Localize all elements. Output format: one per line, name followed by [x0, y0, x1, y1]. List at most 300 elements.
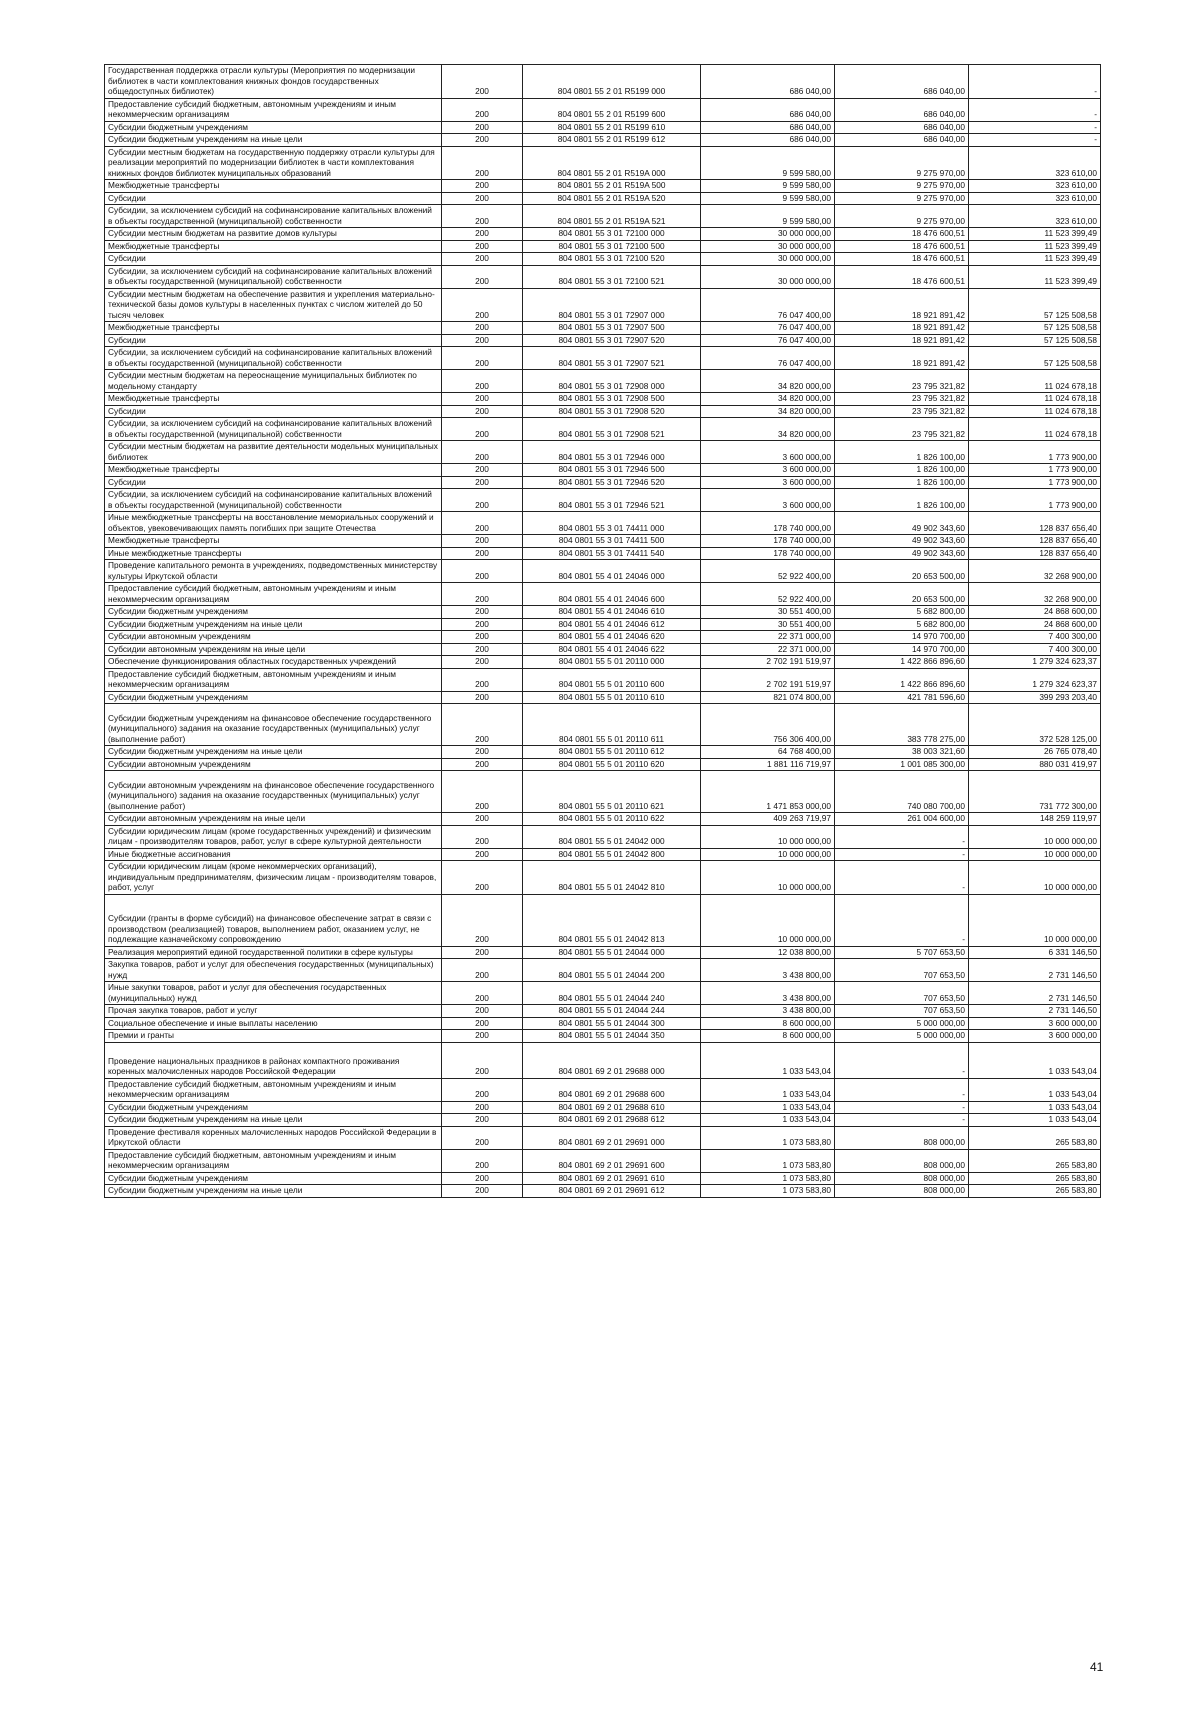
row-name: Проведение капитального ремонта в учреждениях, подведомственных министерству культуры Иркутской области	[105, 560, 442, 583]
table-row	[105, 691, 1101, 704]
row-executed-amount: 808 000,00	[835, 1126, 969, 1149]
row-line-code: 200	[442, 1101, 523, 1114]
row-line-code: 200	[442, 180, 523, 193]
row-budget-classification-code: 804 0801 55 5 01 20110 620	[523, 758, 701, 771]
row-budget-classification-code: 804 0801 55 5 01 20110 622	[523, 813, 701, 826]
row-approved-amount: 76 047 400,00	[701, 334, 835, 347]
row-line-code: 200	[442, 1126, 523, 1149]
row-line-code: 200	[442, 240, 523, 253]
row-line-code: 200	[442, 848, 523, 861]
row-budget-classification-code: 804 0801 55 3 01 72908 521	[523, 418, 701, 441]
table-row	[105, 1185, 1101, 1198]
row-name: Субсидии, за исключением субсидий на софинансирование капитальных вложений в объекты государственной (муниципальной) собственности	[105, 489, 442, 512]
row-budget-classification-code: 804 0801 55 3 01 72908 000	[523, 370, 701, 393]
row-name: Субсидии	[105, 253, 442, 266]
row-executed-amount: 686 040,00	[835, 121, 969, 134]
row-executed-amount: 5 000 000,00	[835, 1030, 969, 1043]
row-executed-amount: 18 921 891,42	[835, 322, 969, 335]
row-unexecuted-amount: 399 293 203,40	[969, 691, 1101, 704]
row-unexecuted-amount: 148 259 119,97	[969, 813, 1101, 826]
row-unexecuted-amount: 7 400 300,00	[969, 631, 1101, 644]
row-approved-amount: 3 438 800,00	[701, 959, 835, 982]
table-row	[105, 746, 1101, 759]
row-line-code: 200	[442, 418, 523, 441]
row-name: Субсидии автономным учреждениям	[105, 758, 442, 771]
row-name: Субсидии местным бюджетам на обеспечение развития и укрепления материально-технической базы домов культуры в населенных пунктах с числом жителей до 50 тысяч человек	[105, 288, 442, 322]
row-name: Обеспечение функционирования областных государственных учреждений	[105, 656, 442, 669]
row-approved-amount: 34 820 000,00	[701, 405, 835, 418]
row-line-code: 200	[442, 813, 523, 826]
row-unexecuted-amount: 10 000 000,00	[969, 825, 1101, 848]
row-approved-amount: 10 000 000,00	[701, 825, 835, 848]
row-line-code: 200	[442, 1172, 523, 1185]
table-row	[105, 1149, 1101, 1172]
row-approved-amount: 9 599 580,00	[701, 146, 835, 180]
row-line-code: 200	[442, 334, 523, 347]
row-executed-amount: 14 970 700,00	[835, 631, 969, 644]
table-row	[105, 288, 1101, 322]
row-unexecuted-amount: 11 024 678,18	[969, 393, 1101, 406]
row-name: Субсидии юридическим лицам (кроме некоммерческих организаций), индивидуальным предпринимателям, физическим лицам - производителям товаров, работ, услуг	[105, 861, 442, 895]
row-executed-amount: 707 653,50	[835, 959, 969, 982]
row-name: Проведение фестиваля коренных малочисленных народов Российской Федерации в Иркутской области	[105, 1126, 442, 1149]
row-name: Социальное обеспечение и иные выплаты населению	[105, 1017, 442, 1030]
row-name: Субсидии бюджетным учреждениям	[105, 691, 442, 704]
row-approved-amount: 52 922 400,00	[701, 583, 835, 606]
row-budget-classification-code: 804 0801 55 3 01 74411 540	[523, 547, 701, 560]
row-executed-amount: 23 795 321,82	[835, 370, 969, 393]
row-name: Субсидии автономным учреждениям на финансовое обеспечение государственного (муниципального) задания на оказание государственных (муниципальных) услуг (выполнение работ)	[105, 771, 442, 813]
row-executed-amount: 686 040,00	[835, 65, 969, 99]
row-unexecuted-amount: 265 583,80	[969, 1172, 1101, 1185]
row-executed-amount: 18 476 600,51	[835, 240, 969, 253]
row-executed-amount: -	[835, 1101, 969, 1114]
row-approved-amount: 3 438 800,00	[701, 982, 835, 1005]
row-name: Межбюджетные трансферты	[105, 180, 442, 193]
row-executed-amount: 1 826 100,00	[835, 489, 969, 512]
row-line-code: 200	[442, 192, 523, 205]
row-budget-classification-code: 804 0801 55 2 01 R5199 000	[523, 65, 701, 99]
row-approved-amount: 76 047 400,00	[701, 288, 835, 322]
row-line-code: 200	[442, 512, 523, 535]
row-executed-amount: 18 476 600,51	[835, 253, 969, 266]
row-budget-classification-code: 804 0801 55 4 01 24046 000	[523, 560, 701, 583]
row-approved-amount: 30 551 400,00	[701, 606, 835, 619]
table-row	[105, 265, 1101, 288]
row-budget-classification-code: 804 0801 55 2 01 R5199 600	[523, 98, 701, 121]
table-row	[105, 704, 1101, 746]
row-approved-amount: 1 073 583,80	[701, 1172, 835, 1185]
table-row	[105, 370, 1101, 393]
row-executed-amount: 5 682 800,00	[835, 618, 969, 631]
row-approved-amount: 9 599 580,00	[701, 205, 835, 228]
table-row	[105, 547, 1101, 560]
row-unexecuted-amount: 10 000 000,00	[969, 861, 1101, 895]
row-line-code: 200	[442, 606, 523, 619]
table-row	[105, 322, 1101, 335]
row-budget-classification-code: 804 0801 55 3 01 72100 000	[523, 228, 701, 241]
row-approved-amount: 178 740 000,00	[701, 547, 835, 560]
row-name: Иные межбюджетные трансферты на восстановление мемориальных сооружений и объектов, увековечивающих память погибших при защите Отечества	[105, 512, 442, 535]
row-executed-amount: 5 000 000,00	[835, 1017, 969, 1030]
table-row	[105, 535, 1101, 548]
row-budget-classification-code: 804 0801 55 2 01 R519A 500	[523, 180, 701, 193]
row-executed-amount: 49 902 343,60	[835, 512, 969, 535]
row-unexecuted-amount: 128 837 656,40	[969, 547, 1101, 560]
row-line-code: 200	[442, 441, 523, 464]
row-name: Субсидии, за исключением субсидий на софинансирование капитальных вложений в объекты государственной (муниципальной) собственности	[105, 265, 442, 288]
row-name: Субсидии, за исключением субсидий на софинансирование капитальных вложений в объекты государственной (муниципальной) собственности	[105, 418, 442, 441]
row-approved-amount: 1 471 853 000,00	[701, 771, 835, 813]
row-name: Межбюджетные трансферты	[105, 464, 442, 477]
row-budget-classification-code: 804 0801 55 3 01 72907 500	[523, 322, 701, 335]
row-name: Субсидии, за исключением субсидий на софинансирование капитальных вложений в объекты государственной (муниципальной) собственности	[105, 205, 442, 228]
row-name: Предоставление субсидий бюджетным, автономным учреждениям и иным некоммерческим организациям	[105, 668, 442, 691]
table-row	[105, 489, 1101, 512]
row-line-code: 200	[442, 631, 523, 644]
row-budget-classification-code: 804 0801 55 5 01 24042 000	[523, 825, 701, 848]
table-row	[105, 959, 1101, 982]
row-unexecuted-amount: 1 033 543,04	[969, 1078, 1101, 1101]
table-row	[105, 848, 1101, 861]
table-row	[105, 512, 1101, 535]
row-unexecuted-amount: 1 773 900,00	[969, 441, 1101, 464]
row-unexecuted-amount: -	[969, 121, 1101, 134]
row-name: Субсидии бюджетным учреждениям на иные цели	[105, 1114, 442, 1127]
row-line-code: 200	[442, 1149, 523, 1172]
row-approved-amount: 10 000 000,00	[701, 894, 835, 946]
row-unexecuted-amount: 1 033 543,04	[969, 1042, 1101, 1078]
row-approved-amount: 686 040,00	[701, 134, 835, 147]
row-executed-amount: 1 826 100,00	[835, 464, 969, 477]
table-row	[105, 121, 1101, 134]
row-unexecuted-amount: 265 583,80	[969, 1149, 1101, 1172]
row-budget-classification-code: 804 0801 55 5 01 24044 000	[523, 946, 701, 959]
row-executed-amount: 49 902 343,60	[835, 535, 969, 548]
table-row	[105, 861, 1101, 895]
row-unexecuted-amount: 265 583,80	[969, 1126, 1101, 1149]
row-unexecuted-amount: 57 125 508,58	[969, 334, 1101, 347]
row-line-code: 200	[442, 758, 523, 771]
table-row	[105, 180, 1101, 193]
row-name: Иные межбюджетные трансферты	[105, 547, 442, 560]
row-budget-classification-code: 804 0801 55 5 01 24044 240	[523, 982, 701, 1005]
row-line-code: 200	[442, 691, 523, 704]
row-line-code: 200	[442, 1005, 523, 1018]
row-budget-classification-code: 804 0801 69 2 01 29691 612	[523, 1185, 701, 1198]
row-name: Субсидии бюджетным учреждениям на финансовое обеспечение государственного (муниципального) задания на оказание государственных (муниципальных) услуг (выполнение работ)	[105, 704, 442, 746]
table-row	[105, 1101, 1101, 1114]
table-row	[105, 946, 1101, 959]
row-line-code: 200	[442, 489, 523, 512]
row-budget-classification-code: 804 0801 55 5 01 20110 621	[523, 771, 701, 813]
row-executed-amount: -	[835, 825, 969, 848]
row-name: Субсидии	[105, 476, 442, 489]
row-budget-classification-code: 804 0801 69 2 01 29691 000	[523, 1126, 701, 1149]
row-approved-amount: 1 033 543,04	[701, 1101, 835, 1114]
row-line-code: 200	[442, 643, 523, 656]
table-row	[105, 134, 1101, 147]
row-line-code: 200	[442, 583, 523, 606]
row-approved-amount: 34 820 000,00	[701, 393, 835, 406]
row-unexecuted-amount: 1 773 900,00	[969, 464, 1101, 477]
row-unexecuted-amount: 1 773 900,00	[969, 476, 1101, 489]
row-line-code: 200	[442, 1017, 523, 1030]
row-budget-classification-code: 804 0801 55 3 01 72907 000	[523, 288, 701, 322]
row-approved-amount: 22 371 000,00	[701, 643, 835, 656]
row-name: Субсидии (гранты в форме субсидий) на финансовое обеспечение затрат в связи с производством (реализацией) товаров, выполнением работ, оказанием услуг, не подлежащие казначейскому сопровождению	[105, 894, 442, 946]
row-line-code: 200	[442, 825, 523, 848]
row-name: Субсидии бюджетным учреждениям на иные цели	[105, 746, 442, 759]
row-name: Прочая закупка товаров, работ и услуг	[105, 1005, 442, 1018]
row-name: Реализация мероприятий единой государственной политики в сфере культуры	[105, 946, 442, 959]
table-row	[105, 631, 1101, 644]
row-executed-amount: 18 921 891,42	[835, 334, 969, 347]
table-row	[105, 894, 1101, 946]
table-body	[105, 65, 1101, 1198]
row-line-code: 200	[442, 322, 523, 335]
row-budget-classification-code: 804 0801 55 5 01 20110 610	[523, 691, 701, 704]
row-budget-classification-code: 804 0801 69 2 01 29688 000	[523, 1042, 701, 1078]
row-executed-amount: 686 040,00	[835, 98, 969, 121]
row-line-code: 200	[442, 228, 523, 241]
row-unexecuted-amount: 2 731 146,50	[969, 959, 1101, 982]
table-row	[105, 825, 1101, 848]
row-executed-amount: 18 921 891,42	[835, 288, 969, 322]
table-row	[105, 618, 1101, 631]
row-executed-amount: 9 275 970,00	[835, 205, 969, 228]
table-row	[105, 1172, 1101, 1185]
row-executed-amount: 707 653,50	[835, 982, 969, 1005]
row-budget-classification-code: 804 0801 55 5 01 24044 200	[523, 959, 701, 982]
table-row	[105, 1017, 1101, 1030]
row-unexecuted-amount: 731 772 300,00	[969, 771, 1101, 813]
row-approved-amount: 821 074 800,00	[701, 691, 835, 704]
row-executed-amount: 5 682 800,00	[835, 606, 969, 619]
row-line-code: 200	[442, 547, 523, 560]
row-line-code: 200	[442, 1078, 523, 1101]
row-approved-amount: 409 263 719,97	[701, 813, 835, 826]
row-approved-amount: 76 047 400,00	[701, 322, 835, 335]
row-budget-classification-code: 804 0801 55 5 01 24042 800	[523, 848, 701, 861]
table-row	[105, 393, 1101, 406]
row-budget-classification-code: 804 0801 55 5 01 24044 350	[523, 1030, 701, 1043]
page-number: 41	[1090, 1660, 1104, 1674]
row-name: Межбюджетные трансферты	[105, 240, 442, 253]
row-approved-amount: 1 033 543,04	[701, 1114, 835, 1127]
row-unexecuted-amount: 32 268 900,00	[969, 560, 1101, 583]
row-budget-classification-code: 804 0801 55 3 01 72100 521	[523, 265, 701, 288]
row-executed-amount: 38 003 321,60	[835, 746, 969, 759]
row-budget-classification-code: 804 0801 55 3 01 72100 500	[523, 240, 701, 253]
row-unexecuted-amount: 57 125 508,58	[969, 288, 1101, 322]
row-executed-amount: 808 000,00	[835, 1149, 969, 1172]
row-unexecuted-amount: -	[969, 65, 1101, 99]
table-row	[105, 583, 1101, 606]
row-approved-amount: 686 040,00	[701, 98, 835, 121]
row-executed-amount: 49 902 343,60	[835, 547, 969, 560]
table-row	[105, 476, 1101, 489]
table-row	[105, 1005, 1101, 1018]
row-executed-amount: 20 653 500,00	[835, 583, 969, 606]
row-unexecuted-amount: 10 000 000,00	[969, 894, 1101, 946]
row-name: Предоставление субсидий бюджетным, автономным учреждениям и иным некоммерческим организациям	[105, 98, 442, 121]
row-budget-classification-code: 804 0801 55 2 01 R519A 000	[523, 146, 701, 180]
row-budget-classification-code: 804 0801 55 4 01 24046 620	[523, 631, 701, 644]
row-budget-classification-code: 804 0801 55 4 01 24046 610	[523, 606, 701, 619]
row-line-code: 200	[442, 205, 523, 228]
row-budget-classification-code: 804 0801 55 5 01 20110 600	[523, 668, 701, 691]
row-unexecuted-amount: 323 610,00	[969, 205, 1101, 228]
row-unexecuted-amount: 57 125 508,58	[969, 347, 1101, 370]
row-unexecuted-amount: 3 600 000,00	[969, 1017, 1101, 1030]
row-executed-amount: 14 970 700,00	[835, 643, 969, 656]
row-executed-amount: 1 422 866 896,60	[835, 656, 969, 669]
row-budget-classification-code: 804 0801 55 3 01 72946 520	[523, 476, 701, 489]
row-line-code: 200	[442, 1114, 523, 1127]
row-executed-amount: 18 476 600,51	[835, 265, 969, 288]
row-name: Проведение национальных праздников в районах компактного проживания коренных малочисленных народов Российской Федерации	[105, 1042, 442, 1078]
row-approved-amount: 686 040,00	[701, 121, 835, 134]
row-line-code: 200	[442, 393, 523, 406]
row-executed-amount: 5 707 653,50	[835, 946, 969, 959]
table-row	[105, 65, 1101, 99]
row-line-code: 200	[442, 704, 523, 746]
row-name: Премии и гранты	[105, 1030, 442, 1043]
row-unexecuted-amount: 11 024 678,18	[969, 405, 1101, 418]
row-name: Субсидии, за исключением субсидий на софинансирование капитальных вложений в объекты государственной (муниципальной) собственности	[105, 347, 442, 370]
row-executed-amount: 383 778 275,00	[835, 704, 969, 746]
row-approved-amount: 178 740 000,00	[701, 535, 835, 548]
row-line-code: 200	[442, 560, 523, 583]
row-line-code: 200	[442, 656, 523, 669]
row-executed-amount: -	[835, 1078, 969, 1101]
row-name: Предоставление субсидий бюджетным, автономным учреждениям и иным некоммерческим организациям	[105, 1149, 442, 1172]
row-approved-amount: 1 073 583,80	[701, 1149, 835, 1172]
row-name: Субсидии	[105, 334, 442, 347]
table-row	[105, 813, 1101, 826]
table-row	[105, 98, 1101, 121]
row-name: Субсидии бюджетным учреждениям	[105, 1172, 442, 1185]
row-line-code: 200	[442, 861, 523, 895]
row-executed-amount: -	[835, 1114, 969, 1127]
row-unexecuted-amount: 11 523 399,49	[969, 265, 1101, 288]
row-unexecuted-amount: 24 868 600,00	[969, 618, 1101, 631]
row-executed-amount: 23 795 321,82	[835, 418, 969, 441]
row-budget-classification-code: 804 0801 55 5 01 24044 244	[523, 1005, 701, 1018]
row-line-code: 200	[442, 405, 523, 418]
table-row	[105, 982, 1101, 1005]
row-budget-classification-code: 804 0801 55 3 01 72946 500	[523, 464, 701, 477]
row-unexecuted-amount: 11 523 399,49	[969, 240, 1101, 253]
row-unexecuted-amount: 2 731 146,50	[969, 1005, 1101, 1018]
row-executed-amount: 421 781 596,60	[835, 691, 969, 704]
row-line-code: 200	[442, 370, 523, 393]
table-row	[105, 192, 1101, 205]
table-row	[105, 205, 1101, 228]
row-name: Межбюджетные трансферты	[105, 535, 442, 548]
row-line-code: 200	[442, 1042, 523, 1078]
row-unexecuted-amount: 1 033 543,04	[969, 1101, 1101, 1114]
table-row	[105, 334, 1101, 347]
row-name: Субсидии	[105, 405, 442, 418]
row-unexecuted-amount: 10 000 000,00	[969, 848, 1101, 861]
table-row	[105, 405, 1101, 418]
row-name: Государственная поддержка отрасли культуры (Мероприятия по модернизации библиотек в части комплектования книжных фондов государственных общедоступных библиотек)	[105, 65, 442, 99]
row-budget-classification-code: 804 0801 55 5 01 24042 813	[523, 894, 701, 946]
row-approved-amount: 10 000 000,00	[701, 848, 835, 861]
row-approved-amount: 3 600 000,00	[701, 464, 835, 477]
row-budget-classification-code: 804 0801 55 3 01 72100 520	[523, 253, 701, 266]
row-unexecuted-amount: 3 600 000,00	[969, 1030, 1101, 1043]
row-approved-amount: 30 000 000,00	[701, 228, 835, 241]
row-name: Предоставление субсидий бюджетным, автономным учреждениям и иным некоммерческим организациям	[105, 583, 442, 606]
row-executed-amount: 1 422 866 896,60	[835, 668, 969, 691]
table-row	[105, 240, 1101, 253]
row-name: Субсидии бюджетным учреждениям на иные цели	[105, 134, 442, 147]
row-line-code: 200	[442, 618, 523, 631]
row-name: Иные закупки товаров, работ и услуг для обеспечения государственных (муниципальных) нужд	[105, 982, 442, 1005]
table-row	[105, 1030, 1101, 1043]
row-line-code: 200	[442, 253, 523, 266]
row-approved-amount: 178 740 000,00	[701, 512, 835, 535]
table-row	[105, 228, 1101, 241]
row-approved-amount: 3 600 000,00	[701, 441, 835, 464]
row-approved-amount: 2 702 191 519,97	[701, 668, 835, 691]
row-approved-amount: 9 599 580,00	[701, 192, 835, 205]
table-row	[105, 771, 1101, 813]
table-row	[105, 418, 1101, 441]
row-approved-amount: 756 306 400,00	[701, 704, 835, 746]
row-approved-amount: 3 600 000,00	[701, 476, 835, 489]
row-unexecuted-amount: 11 523 399,49	[969, 253, 1101, 266]
row-unexecuted-amount: 323 610,00	[969, 192, 1101, 205]
row-approved-amount: 8 600 000,00	[701, 1017, 835, 1030]
row-line-code: 200	[442, 1185, 523, 1198]
row-approved-amount: 1 073 583,80	[701, 1185, 835, 1198]
row-line-code: 200	[442, 98, 523, 121]
row-approved-amount: 10 000 000,00	[701, 861, 835, 895]
row-unexecuted-amount: 6 331 146,50	[969, 946, 1101, 959]
row-line-code: 200	[442, 65, 523, 99]
row-line-code: 200	[442, 771, 523, 813]
row-budget-classification-code: 804 0801 55 2 01 R519A 520	[523, 192, 701, 205]
row-executed-amount: 261 004 600,00	[835, 813, 969, 826]
table-row	[105, 253, 1101, 266]
row-unexecuted-amount: 128 837 656,40	[969, 535, 1101, 548]
row-name: Субсидии	[105, 192, 442, 205]
row-budget-classification-code: 804 0801 55 3 01 72908 520	[523, 405, 701, 418]
row-unexecuted-amount: 11 024 678,18	[969, 418, 1101, 441]
table-row	[105, 1078, 1101, 1101]
row-name: Межбюджетные трансферты	[105, 393, 442, 406]
row-line-code: 200	[442, 894, 523, 946]
row-budget-classification-code: 804 0801 55 3 01 74411 000	[523, 512, 701, 535]
row-name: Субсидии местным бюджетам на переоснащение муниципальных библиотек по модельному стандарту	[105, 370, 442, 393]
row-approved-amount: 30 000 000,00	[701, 253, 835, 266]
table-row	[105, 347, 1101, 370]
row-unexecuted-amount: 1 773 900,00	[969, 489, 1101, 512]
row-name: Субсидии автономным учреждениям	[105, 631, 442, 644]
table-row	[105, 668, 1101, 691]
row-name: Субсидии местным бюджетам на развитие домов культуры	[105, 228, 442, 241]
row-name: Субсидии юридическим лицам (кроме государственных учреждений) и физическим лицам - производителям товаров, работ, услуг в сфере культурной деятельности	[105, 825, 442, 848]
table-row	[105, 146, 1101, 180]
row-unexecuted-amount: 128 837 656,40	[969, 512, 1101, 535]
row-approved-amount: 30 000 000,00	[701, 265, 835, 288]
row-name: Межбюджетные трансферты	[105, 322, 442, 335]
row-unexecuted-amount: 2 731 146,50	[969, 982, 1101, 1005]
